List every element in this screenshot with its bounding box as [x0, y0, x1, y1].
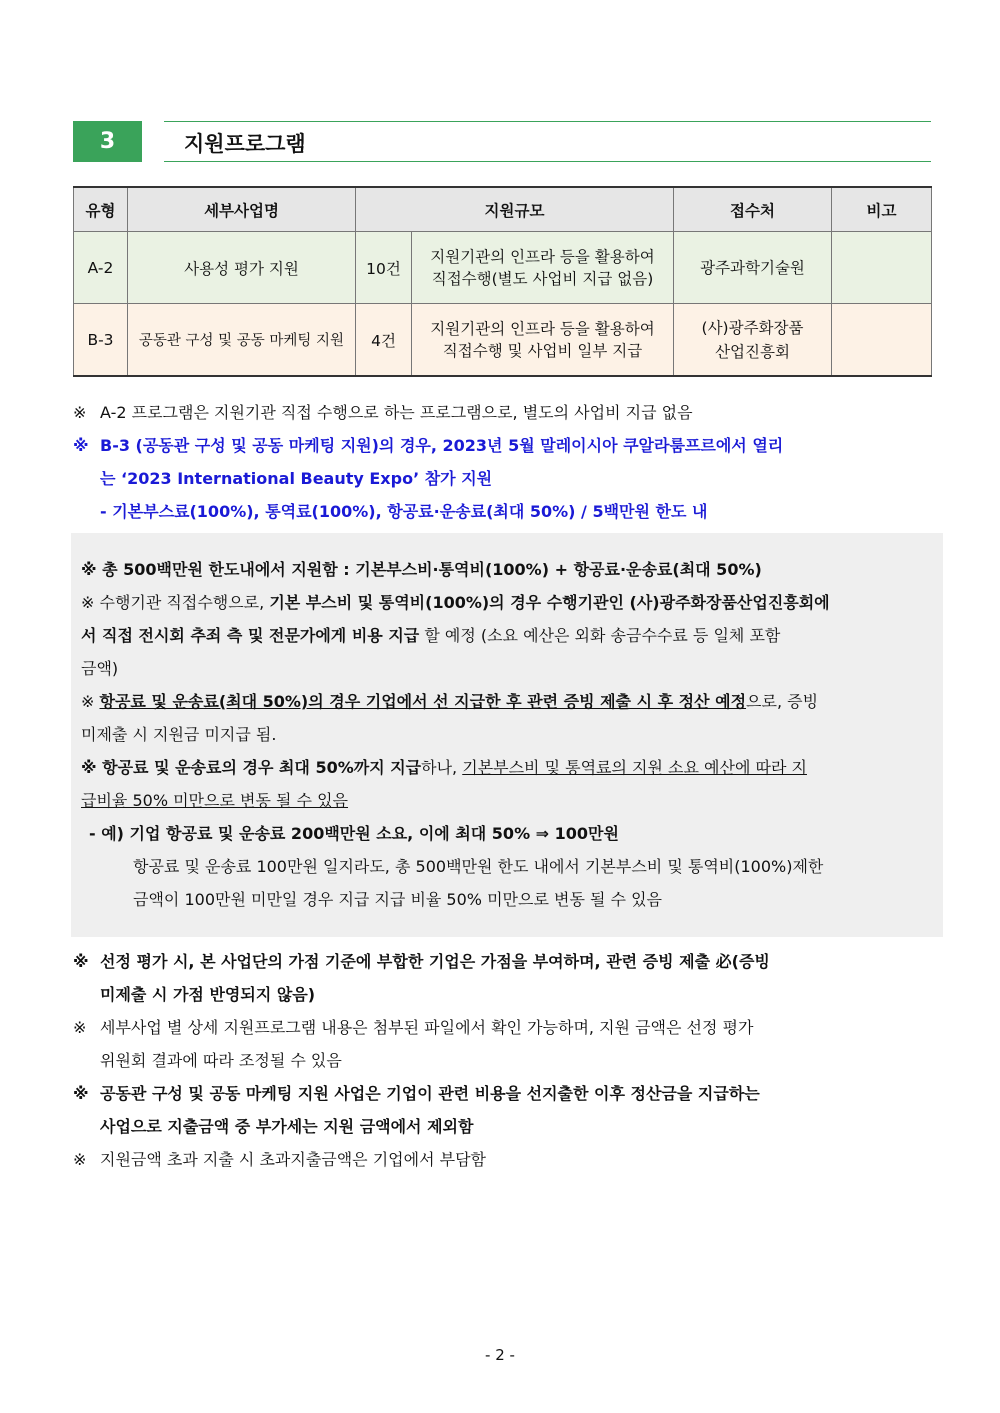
- header-note: 비고: [832, 187, 932, 232]
- header-scale: 지원규모: [356, 187, 674, 232]
- note-text: 선정 평가 시, 본 사업단의 가점 기준에 부합한 기업은 가점을 부여하며, 관련 증빙 제출 必(증빙: [100, 952, 770, 971]
- box-text-bold: 서 직접 전시회 추죄 측 및 전문가에게 비용 지급: [81, 626, 420, 645]
- table-header-row: [74, 187, 932, 232]
- box-example-detail: 금액이 100만원 미만일 경우 지급 지급 비율 50% 미만으로 변동 될 수 있음: [133, 890, 662, 909]
- section-number: 3: [73, 121, 142, 162]
- box-line: 미제출 시 지원금 미지급 됨.: [81, 725, 277, 744]
- box-line: 금액): [81, 659, 119, 678]
- box-text: ※: [81, 758, 103, 777]
- section-rule-bottom: [164, 161, 931, 162]
- note-item-cont: 사업으로 지출금액 중 부가세는 지원 금액에서 제외함: [100, 1117, 474, 1136]
- header-name: 세부사업명: [128, 187, 356, 232]
- cell-name: 사용성 평가 지원: [128, 232, 356, 304]
- box-line: ※ 총 500백만원 한도내에서 지원함 : 기본부스비·통역비(100%) + 항공료·운송료(최대 50%): [81, 560, 762, 579]
- note-text: 공동관 구성 및 공동 마케팅 지원 사업은 기업이 관련 비용을 선지출한 이후 정산금을 지급하는: [100, 1084, 760, 1103]
- note-item-cont: 미제출 시 가점 반영되지 않음): [100, 985, 316, 1004]
- notes-bottom: [73, 945, 933, 1176]
- cell-name: 공동관 구성 및 공동 마케팅 지원: [128, 304, 356, 377]
- cell-desc-line2: 직접수행(별도 사업비 지급 없음): [431, 269, 654, 288]
- reference-mark-icon: ※: [73, 436, 89, 455]
- note-text: A-2 프로그램은 지원기관 직접 수행으로 하는 프로그램으로, 별도의 사업비 지급 없음: [100, 403, 693, 422]
- support-detail-box: [71, 533, 943, 937]
- box-line: [81, 751, 933, 784]
- reference-mark-icon: ※: [73, 403, 87, 422]
- note-item-highlight: [73, 429, 933, 462]
- box-line: [81, 586, 933, 619]
- table-row: [74, 232, 932, 304]
- reference-mark-icon: ※: [73, 1018, 87, 1037]
- box-line: [81, 685, 933, 718]
- cell-org: [674, 232, 832, 304]
- box-line: [81, 619, 933, 652]
- box-text: 할 예정 (소요 예산은 외화 송금수수료 등 일체 포함: [419, 626, 781, 645]
- cell-desc-line1: 지원기관의 인프라 등을 활용하여: [430, 319, 655, 338]
- cell-desc: [412, 304, 674, 377]
- reference-mark-icon: ※: [73, 1084, 89, 1103]
- note-item-cont: 위원회 결과에 따라 조정될 수 있음: [100, 1051, 342, 1070]
- cell-desc-line1: 지원기관의 인프라 등을 활용하여: [430, 247, 655, 266]
- note-item: [73, 1077, 933, 1110]
- cell-type: B-3: [74, 304, 128, 377]
- cell-org-line2: 산업진흥회: [715, 342, 790, 361]
- table-row: [74, 304, 932, 377]
- note-item: [73, 1011, 933, 1044]
- box-text: ※ 수행기관 직접수행으로,: [81, 593, 270, 612]
- cell-org-line1: (사)광주화장품: [701, 318, 804, 337]
- cell-note: [832, 304, 932, 377]
- note-item: [73, 945, 933, 978]
- box-text-bold: 기본 부스비 및 통역비(100%)의 경우 수행기관인 (사)광주화장품산업진흥회에: [269, 593, 830, 612]
- note-text: B-3 (공동관 구성 및 공동 마케팅 지원)의 경우, 2023년 5월 말레이시아 쿠알라룸프르에서 열리: [100, 436, 784, 455]
- section-title: 지원프로그램: [184, 132, 306, 156]
- note-item-highlight-cont: 는 ‘2023 International Beauty Expo’ 참가 지원: [100, 469, 493, 488]
- note-text: 지원금액 초과 지출 시 초과지출금액은 기업에서 부담함: [100, 1150, 487, 1169]
- cell-count: 10건: [356, 232, 412, 304]
- notes-top: [73, 396, 933, 528]
- box-text: 하나,: [421, 758, 463, 777]
- reference-mark-icon: ※: [73, 1150, 87, 1169]
- header-type: 유형: [74, 187, 128, 232]
- box-line: 급비율 50% 미만으로 변동 될 수 있음: [81, 791, 349, 810]
- section-header: [73, 121, 931, 162]
- reference-mark-icon: ※: [73, 952, 89, 971]
- note-subitem: - 기본부스료(100%), 통역료(100%), 항공료·운송료(최대 50%) / 5백만원 한도 내: [100, 502, 708, 521]
- box-example: - 예) 기업 항공료 및 운송료 200백만원 소요, 이에 최대 50% ⇒ 100만원: [89, 824, 619, 843]
- cell-desc-line2: 직접수행 및 사업비 일부 지급: [442, 341, 643, 360]
- box-text: ※: [81, 692, 100, 711]
- section-rule-top: [164, 121, 931, 122]
- cell-type: A-2: [74, 232, 128, 304]
- box-text-underline: 기본부스비 및 통역료의 지원 소요 예산에 따라 지: [462, 758, 807, 777]
- cell-org: [674, 304, 832, 377]
- note-text: 세부사업 별 상세 지원프로그램 내용은 첨부된 파일에서 확인 가능하며, 지원 금액은 선정 평가: [100, 1018, 754, 1037]
- box-text: 으로, 증빙: [746, 692, 819, 711]
- note-item: [73, 396, 933, 429]
- cell-count: 4건: [356, 304, 412, 377]
- box-example-detail: 항공료 및 운송료 100만원 일지라도, 총 500백만원 한도 내에서 기본부스비 및 통역비(100%)제한: [133, 857, 824, 876]
- box-text-bold: 항공료 및 운송료의 경우 최대 50%까지 지급: [102, 758, 422, 777]
- note-item: [73, 1143, 933, 1176]
- header-org: 접수처: [674, 187, 832, 232]
- page-number: - 2 -: [485, 1346, 515, 1364]
- cell-note: [832, 232, 932, 304]
- cell-desc: [412, 232, 674, 304]
- program-table: [73, 186, 932, 377]
- cell-org-line1: 광주과학기술원: [700, 258, 805, 277]
- box-text-bold-underline: 항공료 및 운송료(최대 50%)의 경우 기업에서 선 지급한 후 관련 증빙 제출 시 후 정산 예정: [99, 692, 747, 711]
